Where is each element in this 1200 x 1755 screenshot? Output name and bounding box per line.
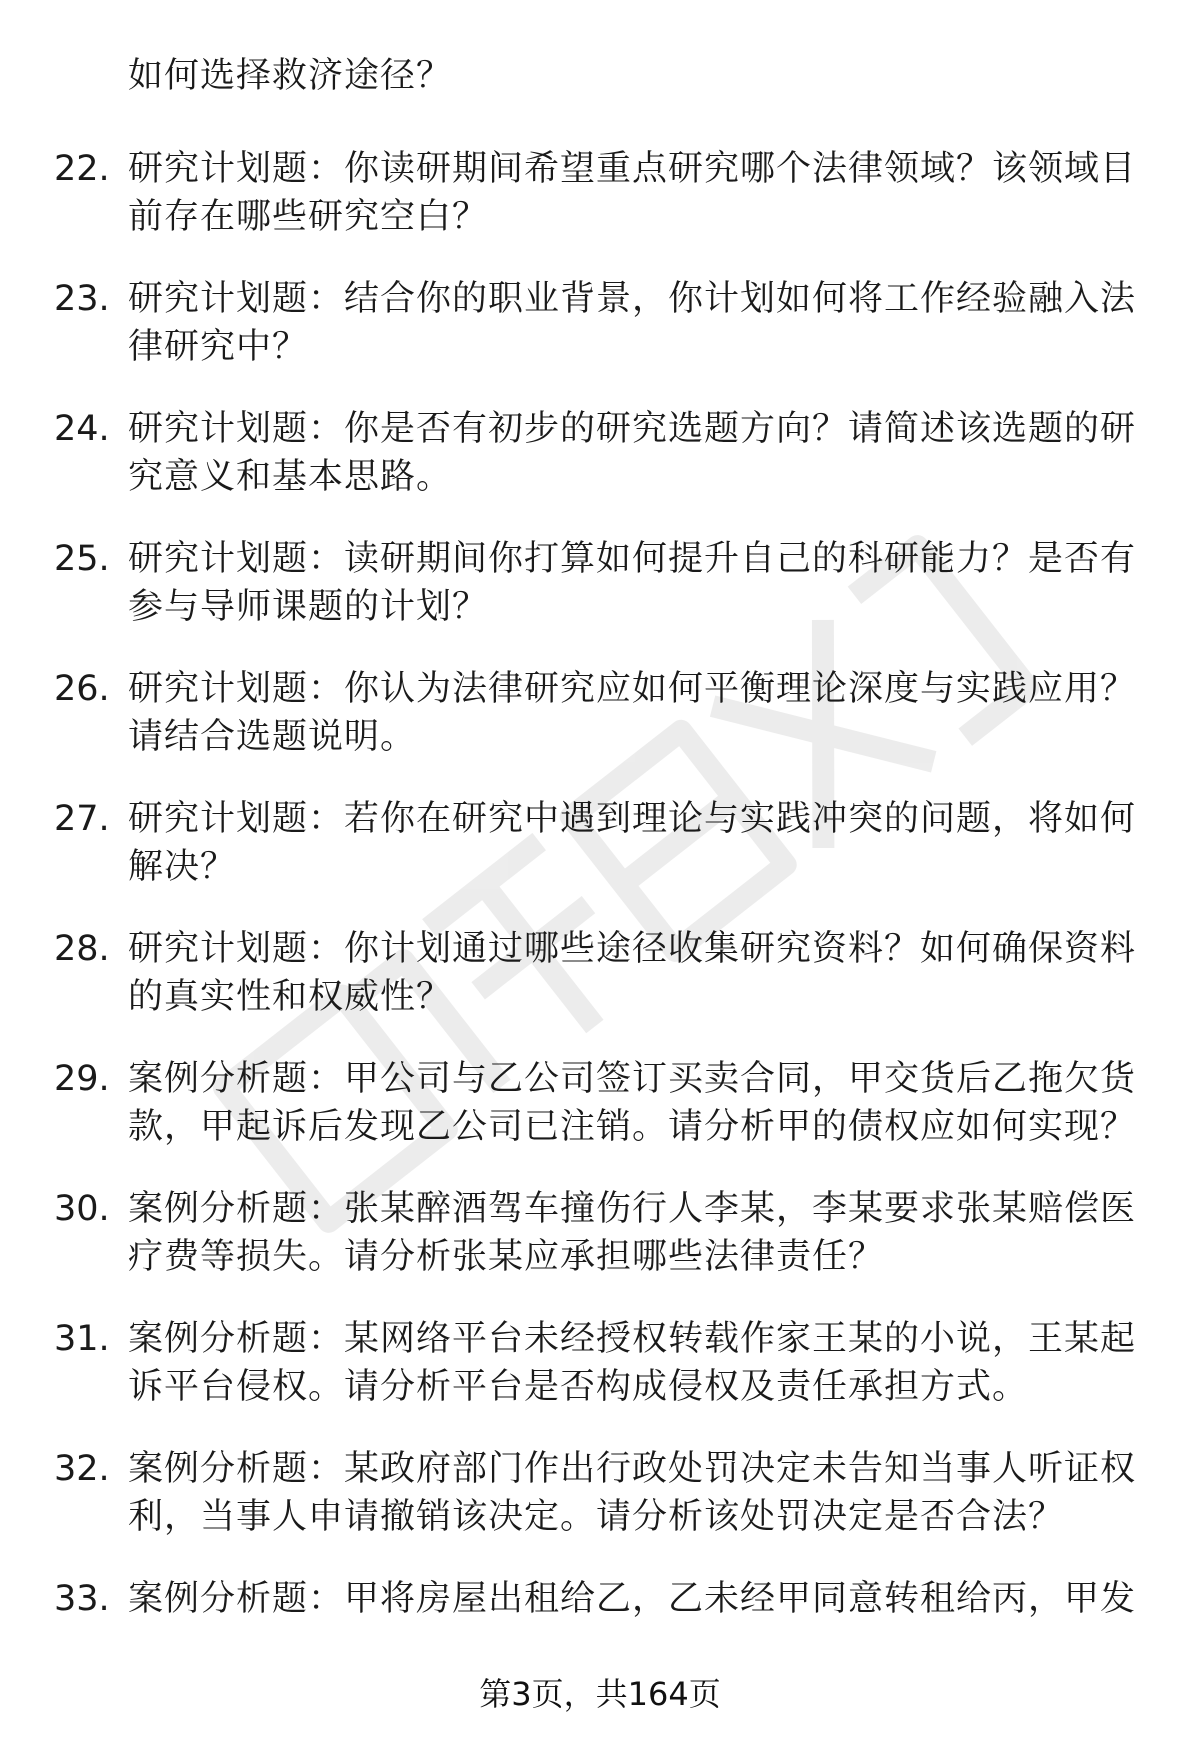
question-item [0,1055,1200,1185]
question-number: 25. [54,539,110,579]
question-text-line: 前存在哪些研究空白？ [128,197,489,237]
question-text-line: 案例分析题：甲公司与乙公司签订买卖合同，甲交货后乙拖欠货 [128,1059,1137,1099]
question-text-line: 款，甲起诉后发现乙公司已注销。请分析甲的债权应如何实现？ [128,1107,1137,1147]
question-item [0,1185,1200,1315]
question-number: 22. [54,149,110,189]
question-text-line: 研究计划题：你计划通过哪些途径收集研究资料？如何确保资料 [128,929,1137,969]
question-item [0,275,1200,405]
question-text-line: 研究计划题：你认为法律研究应如何平衡理论深度与实践应用？ [128,669,1137,709]
question-text-line: 研究计划题：你读研期间希望重点研究哪个法律领域？该领域目 [128,149,1137,189]
question-text-line: 请结合选题说明。 [128,717,417,757]
question-number: 26. [54,669,110,709]
question-text-line: 诉平台侵权。请分析平台是否构成侵权及责任承担方式。 [128,1367,1029,1407]
question-item [0,925,1200,1055]
question-text-line: 利，当事人申请撤销该决定。请分析该处罚决定是否合法？ [128,1497,1065,1537]
question-item [0,145,1200,275]
question-number: 27. [54,799,110,839]
question-text-line: 研究计划题：读研期间你打算如何提升自己的科研能力？是否有 [128,539,1137,579]
question-item [0,1315,1200,1445]
question-number: 28. [54,929,110,969]
question-text-line: 的真实性和权威性？ [128,977,453,1017]
question-list [0,145,1200,1705]
question-text-line: 案例分析题：某网络平台未经授权转载作家王某的小说，王某起 [128,1319,1137,1359]
question-text-line: 参与导师课题的计划？ [128,587,489,627]
question-text-line: 研究计划题：结合你的职业背景，你计划如何将工作经验融入法 [128,279,1137,319]
question-item [0,665,1200,795]
question-text-line: 案例分析题：甲将房屋出租给乙，乙未经甲同意转租给丙，甲发 [128,1579,1137,1619]
continued-question-text: 如何选择救济途径？ [128,56,453,96]
question-text-line: 律研究中？ [128,327,309,367]
question-item [0,535,1200,665]
question-text-line: 研究计划题：你是否有初步的研究选题方向？请简述该选题的研 [128,409,1137,449]
question-number: 31. [54,1319,110,1359]
question-item [0,405,1200,535]
question-number: 23. [54,279,110,319]
question-number: 33. [54,1579,110,1619]
question-text-line: 案例分析题：某政府部门作出行政处罚决定未告知当事人听证权 [128,1449,1137,1489]
question-text-line: 案例分析题：张某醉酒驾车撞伤行人李某，李某要求张某赔偿医 [128,1189,1137,1229]
question-number: 30. [54,1189,110,1229]
question-item [0,1445,1200,1575]
question-text-line: 研究计划题：若你在研究中遇到理论与实践冲突的问题，将如何 [128,799,1137,839]
question-text-line: 解决？ [128,847,237,887]
question-number: 32. [54,1449,110,1489]
page-footer: 第3页，共164页 [479,1675,721,1713]
question-number: 24. [54,409,110,449]
question-item [0,795,1200,925]
question-text-line: 疗费等损失。请分析张某应承担哪些法律责任？ [128,1237,885,1277]
question-text-line: 究意义和基本思路。 [128,457,453,497]
question-number: 29. [54,1059,110,1099]
